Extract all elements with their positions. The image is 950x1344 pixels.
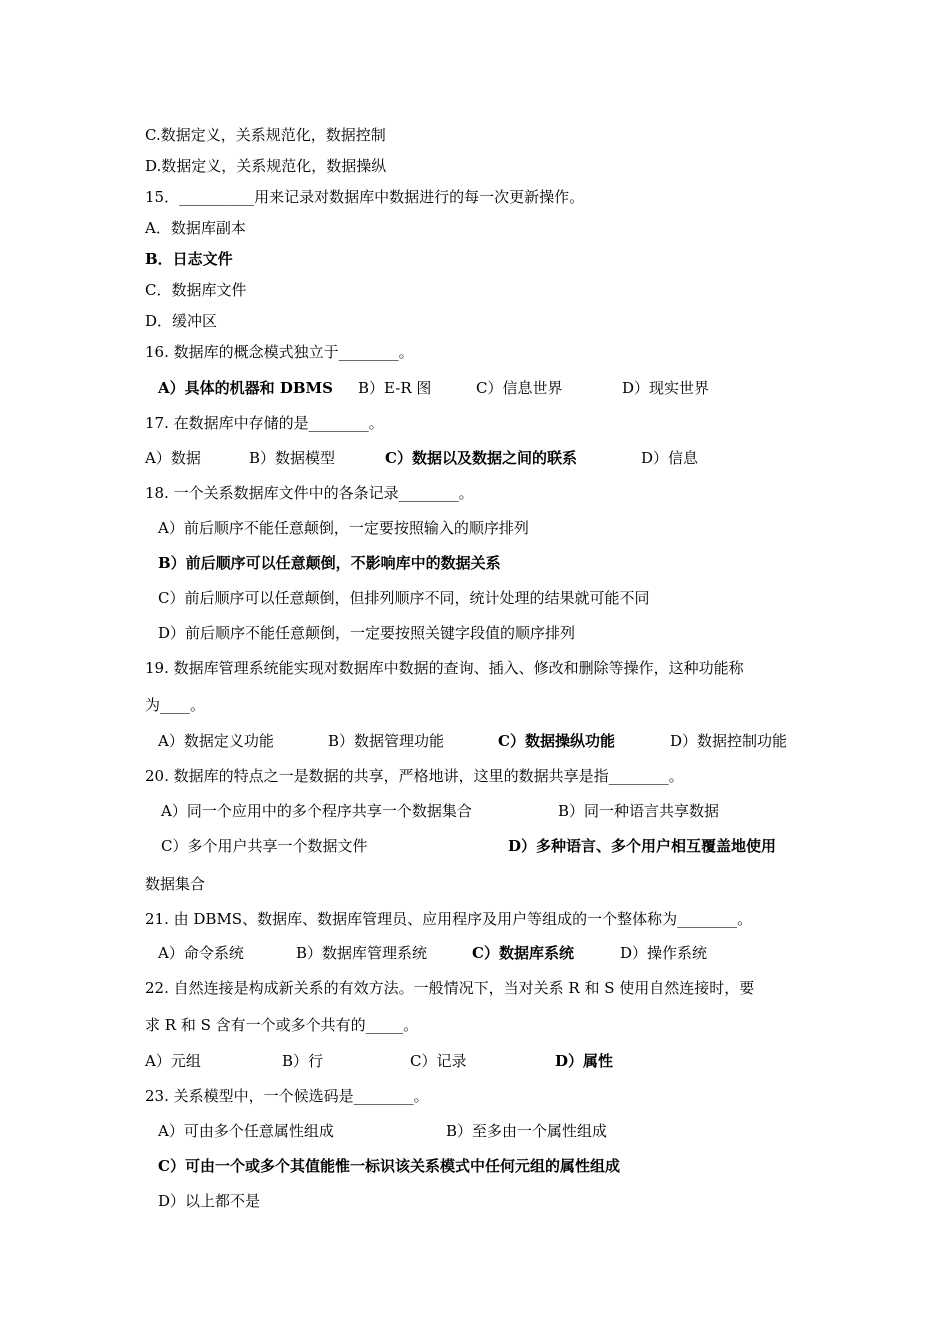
q18-option-a: A）前后顺序不能任意颠倒，一定要按照输入的顺序排列: [158, 519, 529, 537]
q20-option-d-continuation: 数据集合: [145, 875, 206, 893]
q23-option-a: A）可由多个任意属性组成: [158, 1122, 334, 1140]
q21-option-b: B）数据库管理系统: [296, 944, 428, 962]
q22-stem-line2: 求 R 和 S 含有一个或多个共有的_____。: [145, 1016, 419, 1034]
q23-option-c-answer: C）可由一个或多个其值能惟一标识该关系模式中任何元组的属性组成: [158, 1157, 620, 1175]
q19-option-c-answer: C）数据操纵功能: [498, 732, 615, 750]
q23-option-b: B）至多由一个属性组成: [446, 1122, 608, 1140]
q17-option-a: A）数据: [145, 449, 201, 467]
q15-stem: 15．__________用来记录对数据库中数据进行的每一次更新操作。: [145, 188, 585, 206]
q16-option-a-answer: A）具体的机器和 DBMS: [158, 379, 333, 397]
q18-stem: 18. 一个关系数据库文件中的各条记录________。: [145, 484, 474, 502]
q21-option-c-answer: C）数据库系统: [472, 944, 574, 962]
q22-option-a: A）元组: [145, 1052, 201, 1070]
q23-stem: 23. 关系模型中，一个候选码是________。: [145, 1087, 429, 1105]
q22-option-c: C）记录: [410, 1052, 467, 1070]
q15-option-d: D．缓冲区: [145, 312, 218, 330]
q16-option-d: D）现实世界: [622, 379, 710, 397]
q19-stem-line1: 19. 数据库管理系统能实现对数据库中数据的查询、插入、修改和删除等操作，这种功能称: [145, 659, 744, 677]
q17-option-d: D）信息: [641, 449, 699, 467]
q21-option-d: D）操作系统: [620, 944, 708, 962]
q20-option-a: A）同一个应用中的多个程序共享一个数据集合: [161, 802, 472, 820]
q14-option-c: C.数据定义，关系规范化，数据控制: [145, 126, 386, 144]
q18-option-c: C）前后顺序可以任意颠倒，但排列顺序不同，统计处理的结果就可能不同: [158, 589, 650, 607]
q22-stem-line1: 22. 自然连接是构成新关系的有效方法。一般情况下，当对关系 R 和 S 使用自然连接时，要: [145, 979, 755, 997]
q16-option-c: C）信息世界: [476, 379, 563, 397]
q20-option-c: C）多个用户共享一个数据文件: [161, 837, 368, 855]
q20-option-d-answer: D）多种语言、多个用户相互覆盖地使用: [508, 837, 777, 855]
q17-option-c-answer: C）数据以及数据之间的联系: [385, 449, 577, 467]
q19-option-b: B）数据管理功能: [328, 732, 445, 750]
q15-option-b-answer: B．日志文件: [145, 250, 233, 268]
q21-stem: 21. 由 DBMS、数据库、数据库管理员、应用程序及用户等组成的一个整体称为________。: [145, 910, 753, 928]
q15-option-c: C．数据库文件: [145, 281, 247, 299]
q17-stem: 17. 在数据库中存储的是________。: [145, 414, 384, 432]
q16-stem: 16. 数据库的概念模式独立于________。: [145, 343, 414, 361]
q19-option-a: A）数据定义功能: [158, 732, 274, 750]
q22-option-b: B）行: [282, 1052, 324, 1070]
q19-stem-line2: 为____。: [145, 696, 206, 714]
q22-option-d-answer: D）属性: [555, 1052, 614, 1070]
q18-option-b-answer: B）前后顺序可以任意颠倒，不影响库中的数据关系: [158, 554, 501, 572]
q17-option-b: B）数据模型: [249, 449, 336, 467]
q23-option-d: D）以上都不是: [158, 1192, 261, 1210]
q16-option-b: B）E-R 图: [358, 379, 432, 397]
q15-option-a: A．数据库副本: [145, 219, 246, 237]
q20-stem: 20. 数据库的特点之一是数据的共享，严格地讲，这里的数据共享是指________。: [145, 767, 684, 785]
q19-option-d: D）数据控制功能: [670, 732, 788, 750]
q14-option-d: D.数据定义，关系规范化，数据操纵: [145, 157, 387, 175]
q18-option-d: D）前后顺序不能任意颠倒，一定要按照关键字段值的顺序排列: [158, 624, 576, 642]
q21-option-a: A）命令系统: [158, 944, 244, 962]
q20-option-b: B）同一种语言共享数据: [558, 802, 720, 820]
